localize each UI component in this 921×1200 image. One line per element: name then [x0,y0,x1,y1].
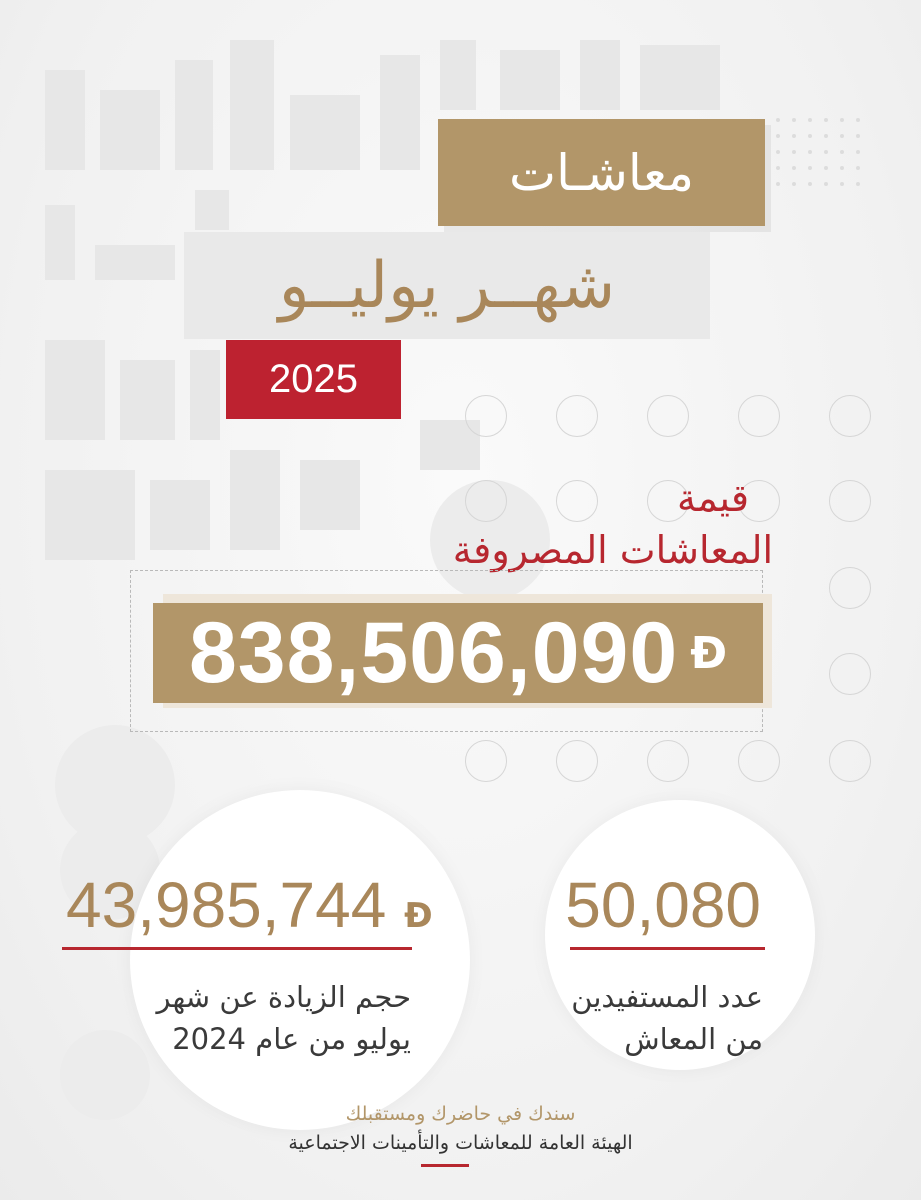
increase-value: 43,985,744 [66,869,387,941]
footer-slogan: سندك في حاضرك ومستقبلك [345,1103,576,1125]
year-label: 2025 [269,357,358,401]
month-label: شهــر يوليــو [278,248,616,323]
beneficiaries-value: 50,080 [565,869,761,941]
year-badge [226,340,401,419]
increase-divider [62,947,412,950]
beneficiaries-divider [570,947,765,950]
increase-desc-line1: حجم الزيادة عن شهر [156,980,411,1014]
increase-stat [66,868,439,942]
currency-icon: Đ [404,896,433,936]
footer-accent-line [421,1164,469,1167]
total-pensions-amount: 838,506,090 [188,604,679,701]
increase-description [156,976,411,1060]
beneficiaries-desc-line2: من المعاش [624,1022,763,1056]
page-title: معاشـات [509,143,694,202]
beneficiaries-stat [565,868,761,942]
amount-banner [153,603,763,703]
main-stat-label-line2: المعاشات المصروفة [452,528,773,572]
currency-icon: Đ [690,627,728,679]
stat-circle-left [130,790,470,1130]
title-banner [438,119,765,226]
increase-desc-line2: يوليو من عام 2024 [172,1022,411,1056]
beneficiaries-desc-line1: عدد المستفيدين [571,980,763,1014]
main-stat-label-line1: قيمة [677,476,749,520]
organization-name: الهيئة العامة للمعاشات والتأمينات الاجتماعية [288,1132,633,1154]
beneficiaries-description [571,976,763,1060]
month-banner [184,232,710,339]
